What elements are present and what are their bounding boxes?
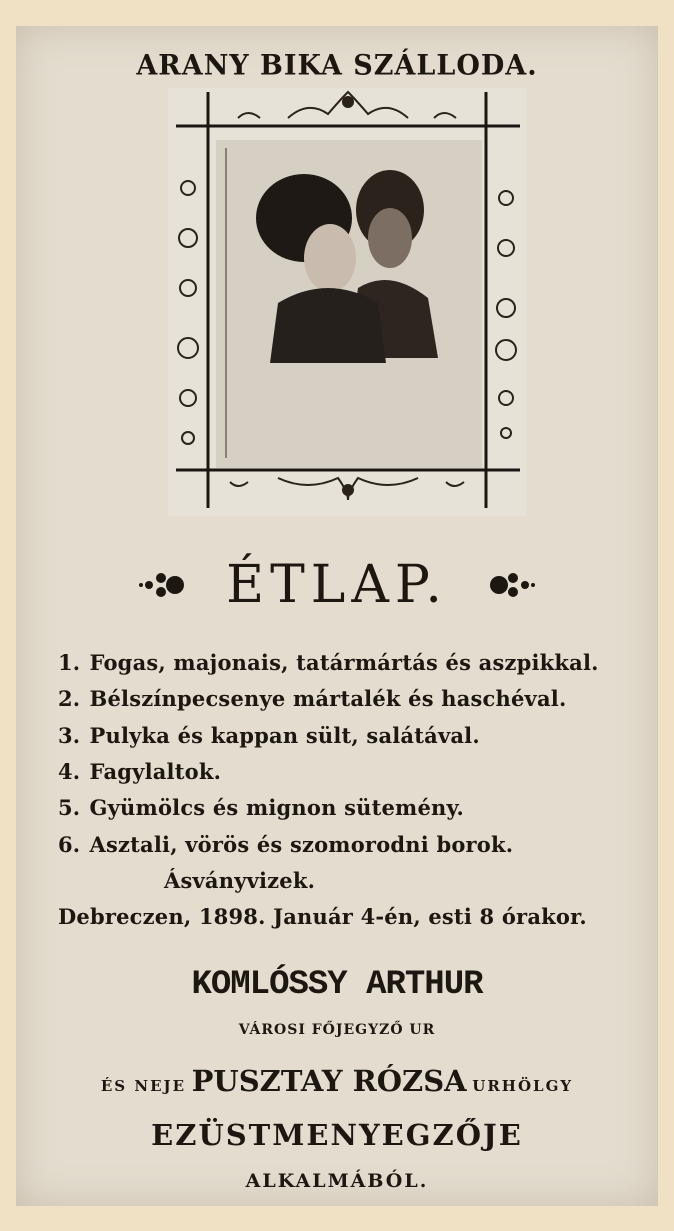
- and-wife-label: ÉS NEJE: [100, 1077, 187, 1095]
- host-name: KOMLÓSSY ARTHUR: [191, 966, 483, 1004]
- occasion: EZÜSTMENYEGZŐJE: [151, 1118, 523, 1152]
- menu-item-text: Asztali, vörös és szomorodni borok.: [89, 832, 514, 857]
- menu-item-text: Fogas, majonais, tatármártás és aszpikkal.: [89, 650, 599, 675]
- right-ornament-icon: [479, 568, 537, 602]
- menu-item: [58, 723, 480, 748]
- portrait-frame: [168, 88, 526, 516]
- menu-item-number: 4.: [58, 759, 81, 784]
- wife-title: URHÖLGY: [472, 1077, 574, 1095]
- menu-item-number: 5.: [58, 795, 81, 820]
- portrait-image: [168, 88, 526, 516]
- menu-item-text: Pulyka és kappan sült, salátával.: [89, 723, 480, 748]
- host-title: VÁROSI FŐJEGYZŐ UR: [238, 1022, 436, 1038]
- menu-title: ÉTLAP.: [226, 555, 448, 615]
- menu-item-text: Gyümölcs és mignon sütemény.: [89, 795, 464, 820]
- date-line: Debreczen, 1898. Január 4-én, esti 8 órakor.: [58, 904, 587, 929]
- hotel-name: ARANY BIKA SZÁLLODA.: [136, 49, 538, 82]
- menu-item: [58, 795, 464, 820]
- menu-item-text: Fagylaltok.: [89, 759, 222, 784]
- menu-item-text: Bélszínpecsenye mártalék és haschéval.: [89, 686, 567, 711]
- menu-extra: Ásványvizek.: [164, 868, 316, 893]
- menu-item-number: 6.: [58, 832, 81, 857]
- menu-item: [58, 759, 221, 784]
- wife-line: [0, 1064, 674, 1098]
- menu-item: [58, 832, 513, 857]
- menu-item: [58, 650, 599, 675]
- wife-name: PUSZTAY RÓZSA: [191, 1064, 467, 1098]
- left-ornament-icon: [137, 568, 195, 602]
- menu-item: [58, 686, 566, 711]
- menu-heading: [0, 555, 674, 615]
- menu-item-number: 2.: [58, 686, 81, 711]
- occasion-suffix: ALKALMÁBÓL.: [245, 1170, 429, 1192]
- menu-item-number: 1.: [58, 650, 81, 675]
- menu-item-number: 3.: [58, 723, 81, 748]
